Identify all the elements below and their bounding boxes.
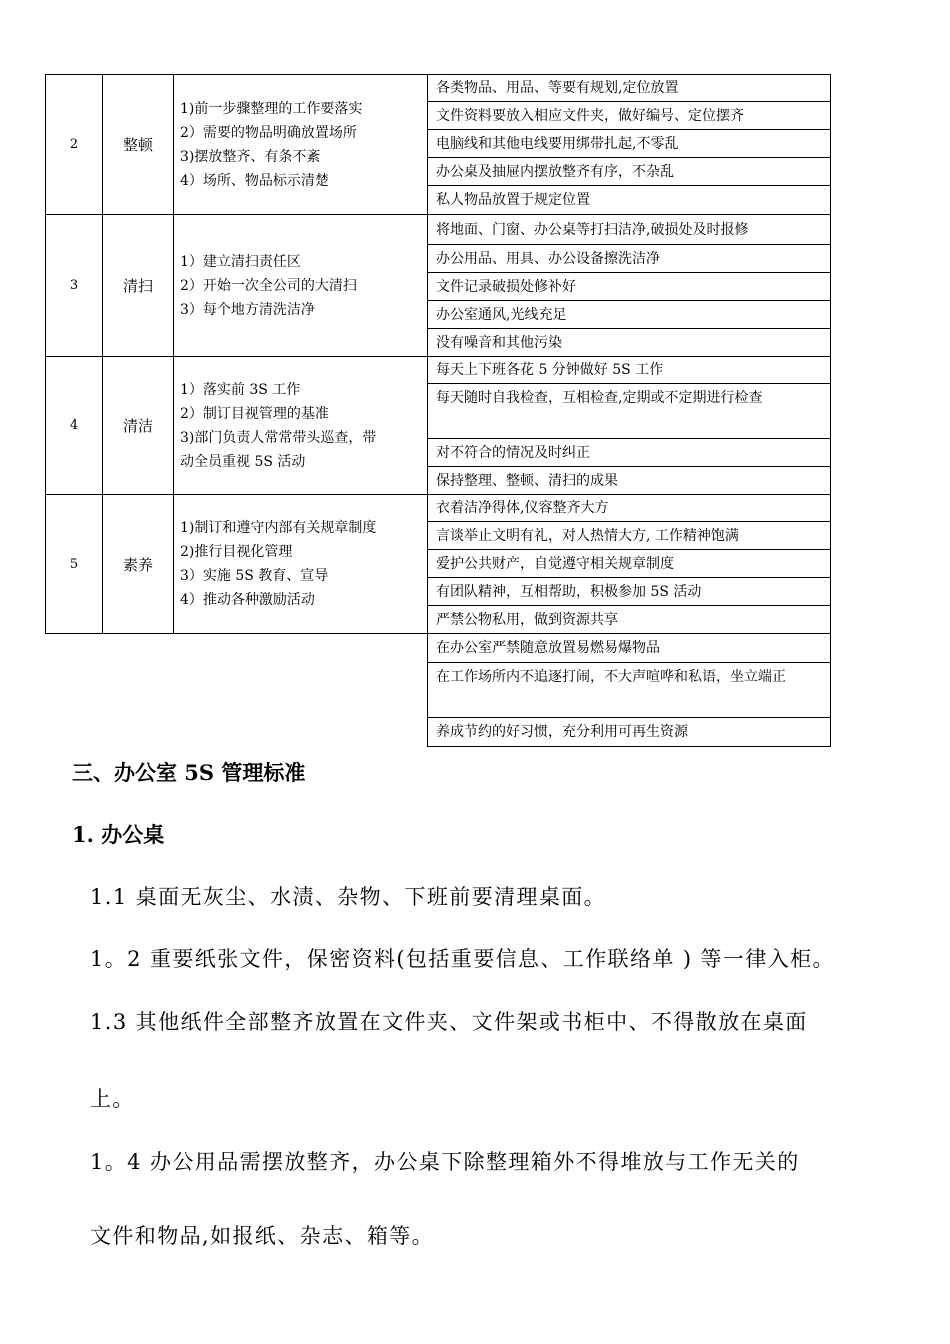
standard-cell: 有团队精神，互相帮助，积极参加 5S 活动: [427, 577, 831, 606]
standard-cell: 在工作场所内不追逐打闹，不大声喧哗和私语，坐立端正: [427, 662, 831, 718]
standard-cell: 在办公室严禁随意放置易燃易爆物品: [427, 633, 831, 663]
measure-line: 2）制订目视管理的基准: [180, 405, 329, 422]
measure-line: 3）每个地方清洗洁净: [180, 301, 315, 318]
standard-cell: 养成节约的好习惯，充分利用可再生资源: [427, 717, 831, 747]
row-number: 5: [45, 494, 103, 634]
row-name: 整顿: [102, 74, 174, 215]
row-number: 2: [45, 74, 103, 215]
standard-cell: 爱护公共财产，自觉遵守相关规章制度: [427, 549, 831, 578]
measure-line: 2）需要的物品明确放置场所: [180, 124, 357, 141]
measure-line: 3)部门负责人常常带头巡查，带: [180, 429, 377, 446]
measure-line: 2）开始一次全公司的大清扫: [180, 277, 357, 294]
measure-line: 3）实施 5S 教育、宣导: [180, 568, 329, 584]
standard-cell: 没有噪音和其他污染: [427, 328, 831, 357]
paragraph: 1。2 重要纸张文件，保密资料(包括重要信息、工作联络单 ) 等一律入柜。: [90, 947, 835, 971]
standard-cell: 每天随时自我检查，互相检查,定期或不定期进行检查: [427, 383, 831, 439]
row-name: 清洁: [102, 356, 174, 495]
standard-cell: 每天上下班各花 5 分钟做好 5S 工作: [427, 356, 831, 384]
standard-cell: 保持整理、整顿、清扫的成果: [427, 466, 831, 495]
row-measures: [173, 74, 428, 215]
row-measures: [173, 356, 428, 495]
standard-cell: 文件资料要放入相应文件夹，做好编号、定位摆齐: [427, 101, 831, 130]
paragraph: 1.3 其他纸件全部整齐放置在文件夹、文件架或书柜中、不得散放在桌面: [90, 1010, 808, 1034]
measure-line: 2)推行目视化管理: [180, 544, 293, 560]
paragraph: 上。: [90, 1087, 135, 1111]
measure-line: 1)制订和遵守内部有关规章制度: [180, 520, 377, 536]
measure-line: 1)前一步骤整理的工作要落实: [180, 100, 363, 117]
measure-line: 4）推动各种激励活动: [180, 592, 315, 608]
paragraph: 1.1 桌面无灰尘、水渍、杂物、下班前要清理桌面。: [90, 885, 607, 909]
standard-cell: 衣着洁净得体,仪容整齐大方: [427, 494, 831, 522]
paragraph: 1。4 办公用品需摆放整齐，办公桌下除整理箱外不得堆放与工作无关的: [90, 1150, 800, 1174]
section-title: 三、办公室 5S 管理标准: [72, 760, 306, 785]
standard-cell: 办公桌及抽屉内摆放整齐有序，不杂乱: [427, 157, 831, 186]
row-measures: [173, 214, 428, 357]
measure-line: 4）场所、物品标示清楚: [180, 172, 329, 189]
measure-line: 1）建立清扫责任区: [180, 253, 301, 270]
measure-line: 1）落实前 3S 工作: [180, 381, 301, 398]
row-number: 3: [45, 214, 103, 357]
standard-cell: 文件记录破损处修补好: [427, 272, 831, 301]
paragraph: 文件和物品,如报纸、杂志、箱等。: [90, 1224, 435, 1248]
measure-line: 3)摆放整齐、有条不紊: [180, 148, 321, 165]
measure-line: 动全员重视 5S 活动: [180, 453, 306, 470]
subsection-title: 1. 办公桌: [72, 822, 165, 847]
standard-cell: 将地面、门窗、办公桌等打扫洁净,破损处及时报修: [427, 214, 831, 245]
standard-cell: 办公用品、用具、办公设备擦洗洁净: [427, 244, 831, 273]
standard-cell: 对不符合的情况及时纠正: [427, 438, 831, 467]
standard-cell: 电脑线和其他电线要用绑带扎起,不零乱: [427, 129, 831, 158]
standard-cell: 言谈举止文明有礼，对人热情大方, 工作精神饱满: [427, 521, 831, 550]
row-name: 清扫: [102, 214, 174, 357]
row-name: 素养: [102, 494, 174, 634]
standard-cell: 严禁公物私用，做到资源共享: [427, 605, 831, 634]
standard-cell: 私人物品放置于规定位置: [427, 185, 831, 215]
standard-cell: 办公室通风,光线充足: [427, 300, 831, 329]
row-number: 4: [45, 356, 103, 495]
standard-cell: 各类物品、用品、等要有规划,定位放置: [427, 74, 831, 102]
row-measures: [173, 494, 428, 634]
